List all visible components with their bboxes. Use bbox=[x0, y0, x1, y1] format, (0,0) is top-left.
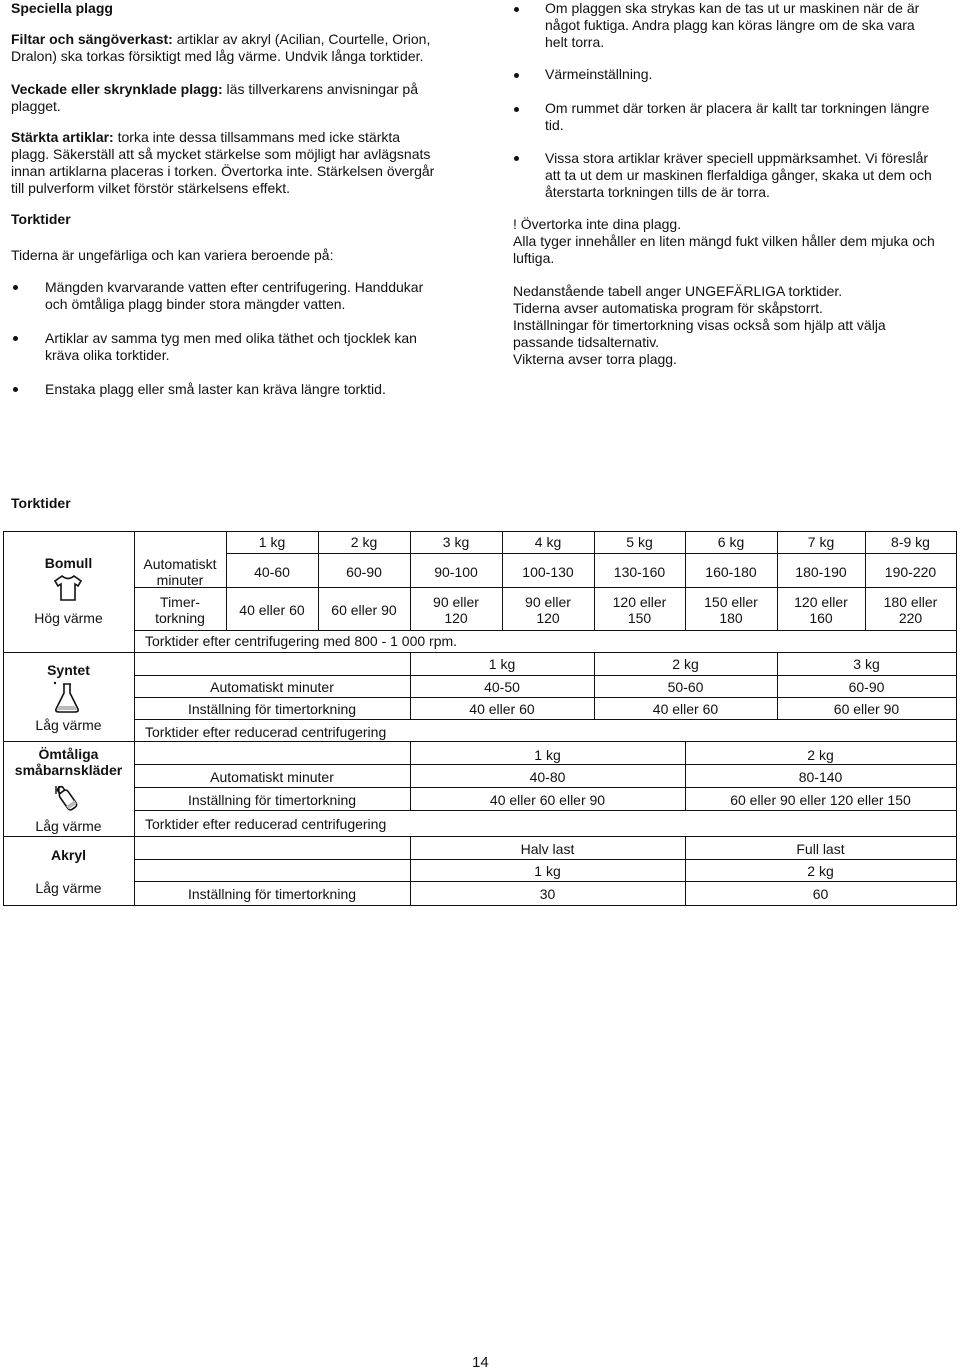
cell-line: 120 eller bbox=[612, 594, 667, 610]
cell-line: 150 eller bbox=[704, 594, 758, 610]
cell-line: 180 bbox=[719, 610, 743, 626]
table-cell: 40 eller 60 bbox=[469, 701, 535, 717]
term-starched: Stärkta artiklar: bbox=[11, 129, 114, 145]
table-cell bbox=[410, 594, 502, 626]
table-cell-weight: 1 kg bbox=[534, 747, 561, 763]
cell-line: 220 bbox=[898, 610, 923, 626]
syntet-footer: Torktider efter reducerad centrifugering bbox=[145, 724, 387, 740]
table-cell: 160-180 bbox=[705, 564, 757, 580]
text-line: något fuktiga. Andra plagg kan köras längre om de ska vara bbox=[545, 17, 915, 33]
text-line: och ömtåliga plagg binder stora mängder vatten. bbox=[45, 296, 346, 312]
tshirt-icon bbox=[53, 574, 83, 606]
table-cell-load: Halv last bbox=[520, 841, 575, 857]
text-line: att ta ut dem ur maskinen flerfaldiga gånger, skaka ut dem och bbox=[545, 167, 932, 183]
text-line: kräva olika torktider. bbox=[45, 347, 170, 363]
text-line: Om plaggen ska strykas kan de tas ut ur maskinen när de är bbox=[545, 0, 920, 16]
text-line: Inställningar för timertorkning visas också som hjälp att välja bbox=[513, 317, 886, 333]
table-cell: 40-50 bbox=[484, 679, 520, 695]
row-label-auto: Automatiskt minuter bbox=[210, 769, 334, 785]
table-cell: 30 bbox=[539, 886, 556, 902]
table-cell-weight: 6 kg bbox=[717, 534, 745, 550]
section-heading-drying-times: Torktider bbox=[11, 211, 71, 227]
table-cell: 40 eller 60 eller 90 bbox=[489, 792, 606, 808]
text-line: Vikterna avser torra plagg. bbox=[513, 351, 677, 367]
table-cell bbox=[594, 594, 685, 626]
text-line: helt torra. bbox=[545, 34, 605, 50]
table-cell-weight: 2 kg bbox=[672, 656, 699, 672]
table-cell: 60 eller 90 bbox=[331, 602, 397, 618]
table-cell-weight: 8-9 kg bbox=[891, 534, 930, 550]
table-cell: 60 eller 90 bbox=[833, 701, 900, 717]
page-number: 14 bbox=[472, 1354, 489, 1371]
table-cell-weight: 5 kg bbox=[626, 534, 653, 550]
category-akryl: Akryl bbox=[50, 847, 87, 863]
row-label-timer: Inställning för timertorkning bbox=[187, 792, 357, 808]
text-line: plagget. bbox=[11, 98, 61, 114]
text-line: Vissa stora artiklar kräver speciell uppmärksamhet. Vi föreslår bbox=[545, 150, 929, 166]
category-bomull: Bomull bbox=[44, 555, 93, 571]
intro-text: Tiderna är ungefärliga och kan variera beroende på: bbox=[11, 247, 334, 263]
table-cell-weight: 2 kg bbox=[807, 863, 834, 879]
table-cell: 190-220 bbox=[884, 564, 937, 580]
text-line: Värmeinställning. bbox=[545, 66, 653, 82]
table-cell-weight: 3 kg bbox=[442, 534, 470, 550]
heat-label: Låg värme bbox=[35, 717, 102, 733]
text-line: torka inte dessa tillsammans med icke stärkta bbox=[113, 129, 401, 145]
table-title: Torktider bbox=[11, 495, 71, 511]
warning-title: ! Övertorka inte dina plagg. bbox=[513, 216, 682, 232]
cell-line: 120 bbox=[444, 610, 468, 626]
cell-line: 120 eller bbox=[794, 594, 848, 610]
text-line: luftiga. bbox=[513, 250, 555, 266]
cell-line: 120 bbox=[536, 610, 560, 626]
text-line: återstarta torkningen tills de är torra. bbox=[545, 184, 770, 200]
text-line: Tiderna avser automatiska program för skåpstorrt. bbox=[513, 300, 823, 316]
table-cell: 90-100 bbox=[434, 564, 478, 580]
text-line: Om rummet där torken är placera är kallt tar torkningen längre bbox=[545, 100, 930, 116]
table-cell-weight: 2 kg bbox=[350, 534, 378, 550]
text-line: Enstaka plagg eller små laster kan kräva längre torktid. bbox=[45, 381, 386, 397]
table-cell: 50-60 bbox=[667, 679, 704, 695]
text-line: Artiklar av samma tyg men med olika täthet och tjocklek kan bbox=[45, 330, 417, 346]
section-heading-special: Speciella plagg bbox=[11, 0, 113, 16]
row-label-timer bbox=[134, 594, 226, 626]
cell-line: 160 bbox=[809, 610, 833, 626]
table-cell-weight: 1 kg bbox=[258, 534, 286, 550]
table-cell bbox=[865, 594, 956, 626]
table-cell-weight: 2 kg bbox=[807, 747, 834, 763]
table-cell-load: Full last bbox=[796, 841, 845, 857]
table-cell-weight: 1 kg bbox=[488, 656, 516, 672]
table-cell: 40 eller 60 bbox=[239, 602, 305, 618]
category-syntet: Syntet bbox=[47, 662, 90, 678]
table-cell: 60-90 bbox=[346, 564, 382, 580]
row-label-line: minuter bbox=[156, 572, 204, 588]
text-line: Mängden kvarvarande vatten efter centrifugering. Handdukar bbox=[45, 279, 424, 295]
row-label-timer: Inställning för timertorkning bbox=[187, 886, 357, 902]
text-line: Nedanstående tabell anger UNGEFÄRLIGA torktider. bbox=[513, 283, 843, 299]
table-cell: 80-140 bbox=[798, 769, 843, 785]
heat-label: Hög värme bbox=[34, 610, 103, 626]
table-cell-weight: 7 kg bbox=[807, 534, 835, 550]
table-cell bbox=[777, 594, 865, 626]
category-name-line: Ömtåliga bbox=[38, 746, 99, 762]
row-label-auto bbox=[134, 556, 226, 588]
row-label-auto: Automatiskt minuter bbox=[210, 679, 334, 695]
term-pleated: Veckade eller skrynklade plagg: bbox=[11, 81, 223, 97]
table-cell: 60 bbox=[812, 886, 829, 902]
table-cell: 40-80 bbox=[529, 769, 566, 785]
flask-icon bbox=[52, 680, 82, 718]
row-label-timer: Inställning för timertorkning bbox=[187, 701, 357, 717]
table-cell: 60-90 bbox=[848, 679, 885, 695]
text-line: till pulverform vilket förstör stärkelsens effekt. bbox=[11, 180, 291, 196]
table-cell: 40-60 bbox=[254, 564, 290, 580]
row-label-line: Automatiskt bbox=[143, 556, 217, 572]
bomull-footer: Torktider efter centrifugering med 800 - 1 000 rpm. bbox=[145, 633, 458, 649]
omtaliga-footer: Torktider efter reducerad centrifugering bbox=[145, 816, 387, 832]
text-line: tid. bbox=[545, 117, 564, 133]
row-label-line: torkning bbox=[155, 610, 205, 626]
heat-label: Låg värme bbox=[35, 818, 102, 834]
text-line: läs tillverkarens anvisningar på bbox=[222, 81, 418, 97]
heat-label: Låg värme bbox=[35, 880, 102, 896]
table-cell-weight: 4 kg bbox=[534, 534, 562, 550]
table-cell: 180-190 bbox=[795, 564, 847, 580]
cell-line: 180 eller bbox=[883, 594, 938, 610]
table-cell-weight: 3 kg bbox=[853, 656, 880, 672]
table-cell: 40 eller 60 bbox=[652, 701, 719, 717]
table-cell: 100-130 bbox=[522, 564, 574, 580]
row-label-line: Timer- bbox=[160, 594, 200, 610]
table-cell: 130-160 bbox=[613, 564, 666, 580]
text-line: Dralon) ska torkas försiktigt med låg värme. Undvik långa torktider. bbox=[11, 48, 424, 64]
term-blankets: Filtar och sängöverkast: bbox=[11, 31, 173, 47]
cell-line: 150 bbox=[627, 610, 652, 626]
table-cell: 60 eller 90 eller 120 eller 150 bbox=[730, 792, 911, 808]
cell-line: 90 eller bbox=[525, 594, 571, 610]
category-omtaliga bbox=[3, 746, 134, 778]
baby-bottle-icon bbox=[52, 782, 82, 820]
text-line: innan artiklarna placeras i torken. Övertorka inte. Stärkelsen övergår bbox=[11, 163, 435, 179]
category-name-line: småbarnskläder bbox=[14, 762, 123, 778]
text-line: passande tidsalternativ. bbox=[513, 334, 660, 350]
table-cell-weight: 1 kg bbox=[534, 863, 561, 879]
text-line: artiklar av akryl (Acilian, Courtelle, Orion, bbox=[172, 31, 431, 47]
cell-line: 90 eller bbox=[433, 594, 479, 610]
text-line: Alla tyger innehåller en liten mängd fukt vilken håller dem mjuka och bbox=[513, 233, 935, 249]
table-cell bbox=[685, 594, 777, 626]
text-line: plagg. Säkerställ att så mycket stärkelse som möjligt har avlägsnats bbox=[11, 146, 431, 162]
table-cell bbox=[502, 594, 594, 626]
